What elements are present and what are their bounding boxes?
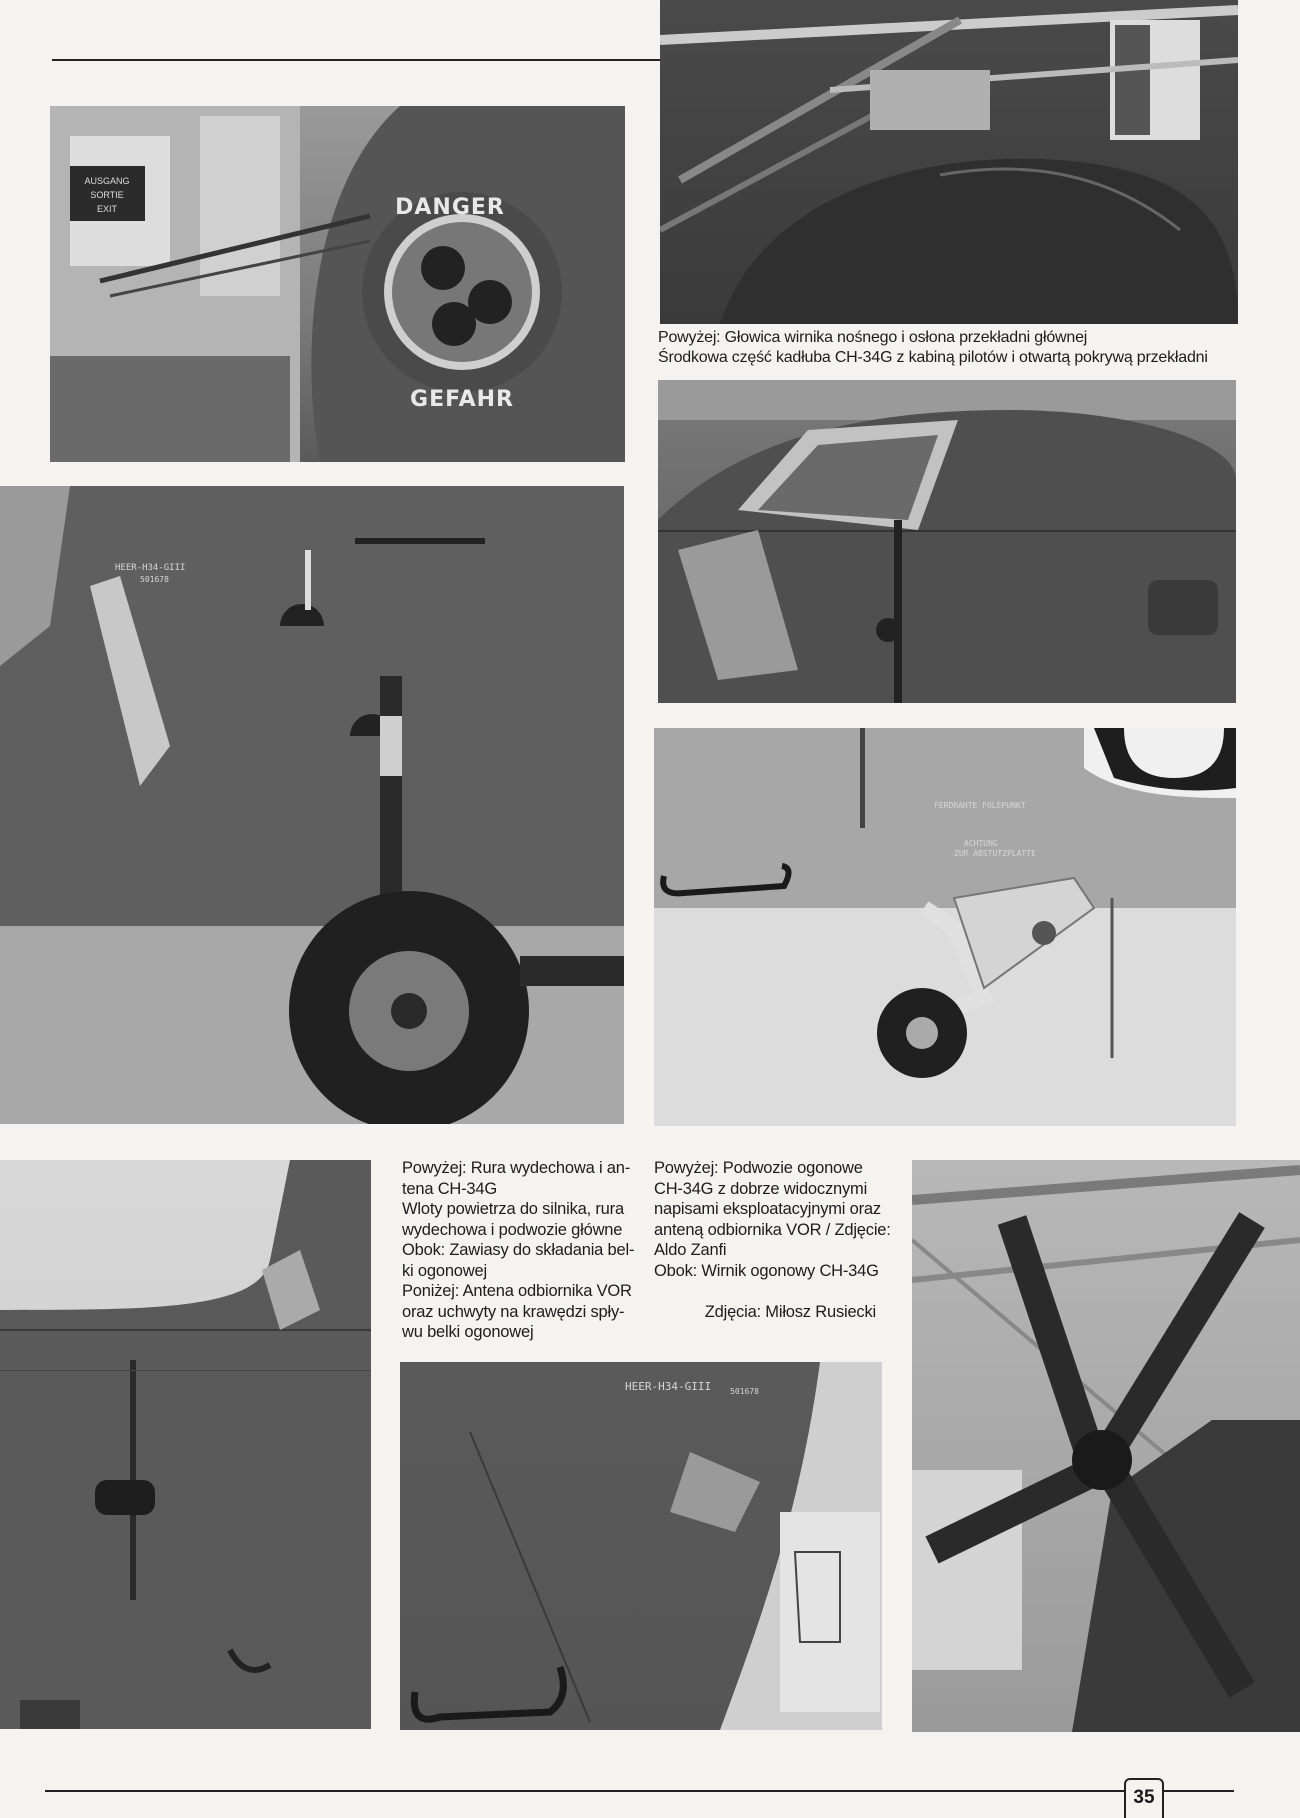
exit-sign-line2: SORTIE [90,190,124,200]
tail-gear-mark1: FERDRAHTE FOLEPUNKT [934,801,1026,810]
page-number: 35 [1124,1778,1164,1818]
caption-middle-line: Poniżej: Antena odbiornika VOR [402,1282,632,1300]
caption-right-line: napisami eksploatacyjnymi oraz [654,1200,881,1218]
bottom-rule [45,1790,1124,1792]
caption-middle-line: ki ogonowej [402,1261,487,1280]
exit-sign-line3: EXIT [96,204,118,214]
photo-vor-antenna [400,1362,882,1730]
vor-serial: HEER-H34-GIII [625,1380,712,1393]
exit-sign-line1: AUSGANG [84,176,130,186]
caption-top-right [658,328,1208,368]
tail-gear-mark2: ACHTUNG [964,839,998,848]
photo-exhaust-danger [50,106,625,462]
caption-right-line: Powyżej: Podwozie ogonowe [654,1159,863,1177]
photo-main-gear [0,486,624,1124]
bottom-rule-right [1164,1790,1234,1792]
vor-serial-no: 501678 [730,1387,759,1396]
caption-middle-line: Wloty powietrza do silnika, rura [402,1200,624,1218]
caption-top-right-line2: Środkowa część kadłuba CH-34G z kabiną pilotów i otwartą pokrywą przekładni [658,349,1208,366]
photo-tail-hinge [0,1160,371,1729]
caption-middle-line: Obok: Zawiasy do składania bel- [402,1241,635,1259]
caption-right-line: Obok: Wirnik ogonowy CH-34G [654,1261,879,1280]
caption-middle-line: Powyżej: Rura wydechowa i an- [402,1159,631,1177]
paint-gefahr: GEFAHR [410,387,514,412]
caption-middle-line: oraz uchwyty na krawędzi spły- [402,1302,625,1321]
caption-top-right-line1: Powyżej: Głowica wirnika nośnego i osłona przekładni głównej [658,329,1088,346]
caption-middle [402,1158,635,1343]
caption-middle-line: wu belki ogonowej [402,1323,534,1341]
caption-right-line: CH-34G z dobrze widocznymi [654,1179,868,1198]
top-rule [52,59,662,61]
photo-tail-gear [654,728,1236,1126]
caption-middle-line: tena CH-34G [402,1179,498,1198]
caption-right [654,1158,891,1323]
photo-rotor-head [660,0,1238,324]
caption-right-line: Aldo Zanfi [654,1241,727,1259]
main-gear-serial: HEER-H34-GIII [115,563,186,573]
photo-tail-rotor [912,1160,1300,1732]
caption-right-line: anteną odbiornika VOR / Zdjęcie: [654,1220,891,1239]
main-gear-serial-no: 501678 [140,575,169,584]
caption-middle-line: wydechowa i podwozie główne [402,1220,623,1239]
photo-cockpit-fuselage [658,380,1236,703]
paint-danger: DANGER [395,195,505,220]
tail-gear-mark3: ZUR ABSTUTZPLATTE [954,849,1036,858]
photo-credit: Zdjęcia: Miłosz Rusiecki [704,1303,876,1321]
